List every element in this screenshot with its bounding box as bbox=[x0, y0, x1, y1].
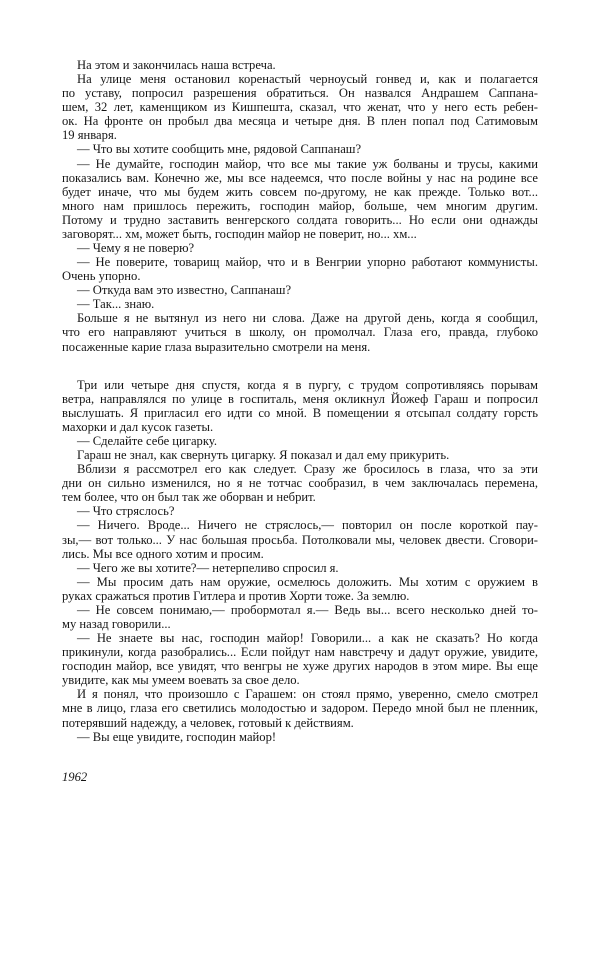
text-line: тем более, что он был так же оборван и небрит. bbox=[62, 490, 316, 505]
text-line: выслушать. Я пригласил его идти со мной. В помещении я отсыпал солдату горсть bbox=[62, 405, 538, 420]
text-line: прикинули, когда разобрались... Если пойдут нам навстречу и дадут оружие, увидите, bbox=[62, 645, 538, 660]
text-line: Гараш не знал, как свернуть цигарку. Я показал и дал ему прикурить. bbox=[77, 448, 450, 463]
text-line: — Не думайте, господин майор, что все мы такие уж болваны и трусы, какими bbox=[77, 156, 538, 171]
paragraph bbox=[62, 378, 538, 434]
paragraph bbox=[62, 448, 538, 462]
text-line: Потому и трудно заставить венгерского солдата говорить... Но если они однажды bbox=[62, 212, 538, 227]
text-line: потерявший надежду, а человек, готовый к действиям. bbox=[62, 715, 354, 730]
paragraph bbox=[62, 631, 538, 687]
text-line: — Ничего. Вроде... Ничего не стряслось,— повторил он после короткой пау- bbox=[77, 518, 538, 533]
text-line: господин майор, все увидят, что венгры не хуже других народов в этом мире. Вы еще bbox=[62, 659, 538, 674]
text-line: увидите, как мы умеем воевать за свое дело. bbox=[62, 673, 300, 688]
text-line: му назад говорили... bbox=[62, 616, 171, 631]
paragraph bbox=[62, 462, 538, 504]
text-line: дни он сильно изменился, но я не тотчас сообразил, в чем заключалась перемена, bbox=[62, 476, 538, 491]
text-line: ветра, направлялся по улице в госпиталь, меня окликнул Йожеф Гараш и попросил bbox=[62, 391, 538, 406]
text-line: И я понял, что произошло с Гарашем: он стоял прямо, уверенно, смело смотрел bbox=[77, 687, 538, 702]
text-line: — Чего же вы хотите?— нетерпеливо спросил я. bbox=[77, 560, 339, 575]
text-line: — Чему я не поверю? bbox=[77, 241, 195, 256]
text-line: много нам пришлось пережить, господин майор, больше, чем многим другим. bbox=[62, 198, 538, 213]
text-line: по уставу, попросил разрешения обратиться. Он назвался Андрашем Саппана- bbox=[62, 86, 538, 101]
text-line: — Не поверите, товарищ майор, что и в Венгрии упорно работают коммунисты. bbox=[77, 255, 538, 270]
text-line: 19 января. bbox=[62, 128, 117, 143]
text-line: — Сделайте себе цигарку. bbox=[77, 433, 217, 448]
text-line: Вблизи я рассмотрел его как следует. Сразу же бросилось в глаза, что за эти bbox=[77, 462, 538, 477]
text-line: На улице меня остановил коренастый черноусый гонвед и, как и полагается bbox=[77, 72, 538, 87]
paragraph bbox=[62, 518, 538, 560]
section-break bbox=[62, 354, 538, 378]
paragraph bbox=[62, 434, 538, 448]
paragraph bbox=[62, 603, 538, 631]
text-line: показались вам. Конечно же, мы все надеемся, что после войны у нас на родине все bbox=[62, 170, 538, 185]
text-line: мне в лицо, глаза его светились молодостью и задором. Передо мной был не пленник, bbox=[62, 701, 538, 716]
text-line: — Так... знаю. bbox=[77, 297, 155, 312]
text-line: махорки и дал кусок газеты. bbox=[62, 419, 214, 434]
text-line: заговорят... хм, может быть, господин майор не поверит, но... хм... bbox=[62, 226, 417, 241]
text-line: Очень упорно. bbox=[62, 269, 141, 284]
paragraph bbox=[62, 730, 538, 744]
text-line: Больше я не вытянул из него ни слова. Даже на другой день, когда я сообщил, bbox=[77, 311, 538, 326]
text-line: Три или четыре дня спустя, когда я в пургу, с трудом сопротивляясь порывам bbox=[77, 377, 538, 392]
paragraph bbox=[62, 142, 538, 156]
text-line: — Мы просим дать нам оружие, осмелюсь доложить. Мы хотим с оружием в bbox=[77, 574, 538, 589]
document-body bbox=[62, 58, 538, 744]
paragraph bbox=[62, 297, 538, 311]
paragraph bbox=[62, 504, 538, 518]
paragraph bbox=[62, 255, 538, 283]
text-line: шем, 32 лет, каменщиком из Кишпешта, сказал, что женат, что у него есть ребен- bbox=[62, 100, 538, 115]
paragraph bbox=[62, 561, 538, 575]
paragraph bbox=[62, 687, 538, 729]
text-line: ок. На фронте он пробыл два месяца и четыре дня. В плен попал под Сатимовым bbox=[62, 114, 538, 129]
text-line: посаженные карие глаза выразительно смотрели на меня. bbox=[62, 339, 371, 354]
date-signature: 1962 bbox=[62, 770, 88, 784]
text-line: — Что стряслось? bbox=[77, 504, 175, 519]
text-line: будет иначе, что мы будем жить совсем по-другому, не как прежде. Только вот... bbox=[62, 184, 538, 199]
paragraph bbox=[62, 241, 538, 255]
text-line: — Вы еще увидите, господин майор! bbox=[77, 729, 277, 744]
paragraph bbox=[62, 58, 538, 72]
paragraph bbox=[62, 72, 538, 142]
text-line: зы,— вот только... У нас большая просьба. Потолковали мы, человек двести. Сговори- bbox=[62, 532, 538, 547]
paragraph bbox=[62, 575, 538, 603]
text-line: — Не совсем понимаю,— пробормотал я.— Ведь вы... всего несколько дней то- bbox=[77, 602, 538, 617]
text-section bbox=[62, 378, 538, 744]
text-line: руках сражаться против Гитлера и против Хорти тоже. За землю. bbox=[62, 588, 410, 603]
paragraph bbox=[62, 283, 538, 297]
paragraph bbox=[62, 311, 538, 353]
text-line: — Что вы хотите сообщить мне, рядовой Саппанаш? bbox=[77, 142, 362, 157]
paragraph bbox=[62, 157, 538, 241]
text-line: На этом и закончилась наша встреча. bbox=[77, 58, 276, 72]
text-line: лись. Мы все одного хотим и просим. bbox=[62, 546, 264, 561]
text-line: — Откуда вам это известно, Саппанаш? bbox=[77, 283, 292, 298]
text-line: — Не знаете вы нас, господин майор! Говорили... а как не сказать? Но когда bbox=[77, 631, 538, 646]
text-section bbox=[62, 58, 538, 354]
text-line: что его направляют учиться в школу, он промолчал. Глаза его, правда, глубоко bbox=[62, 325, 538, 340]
